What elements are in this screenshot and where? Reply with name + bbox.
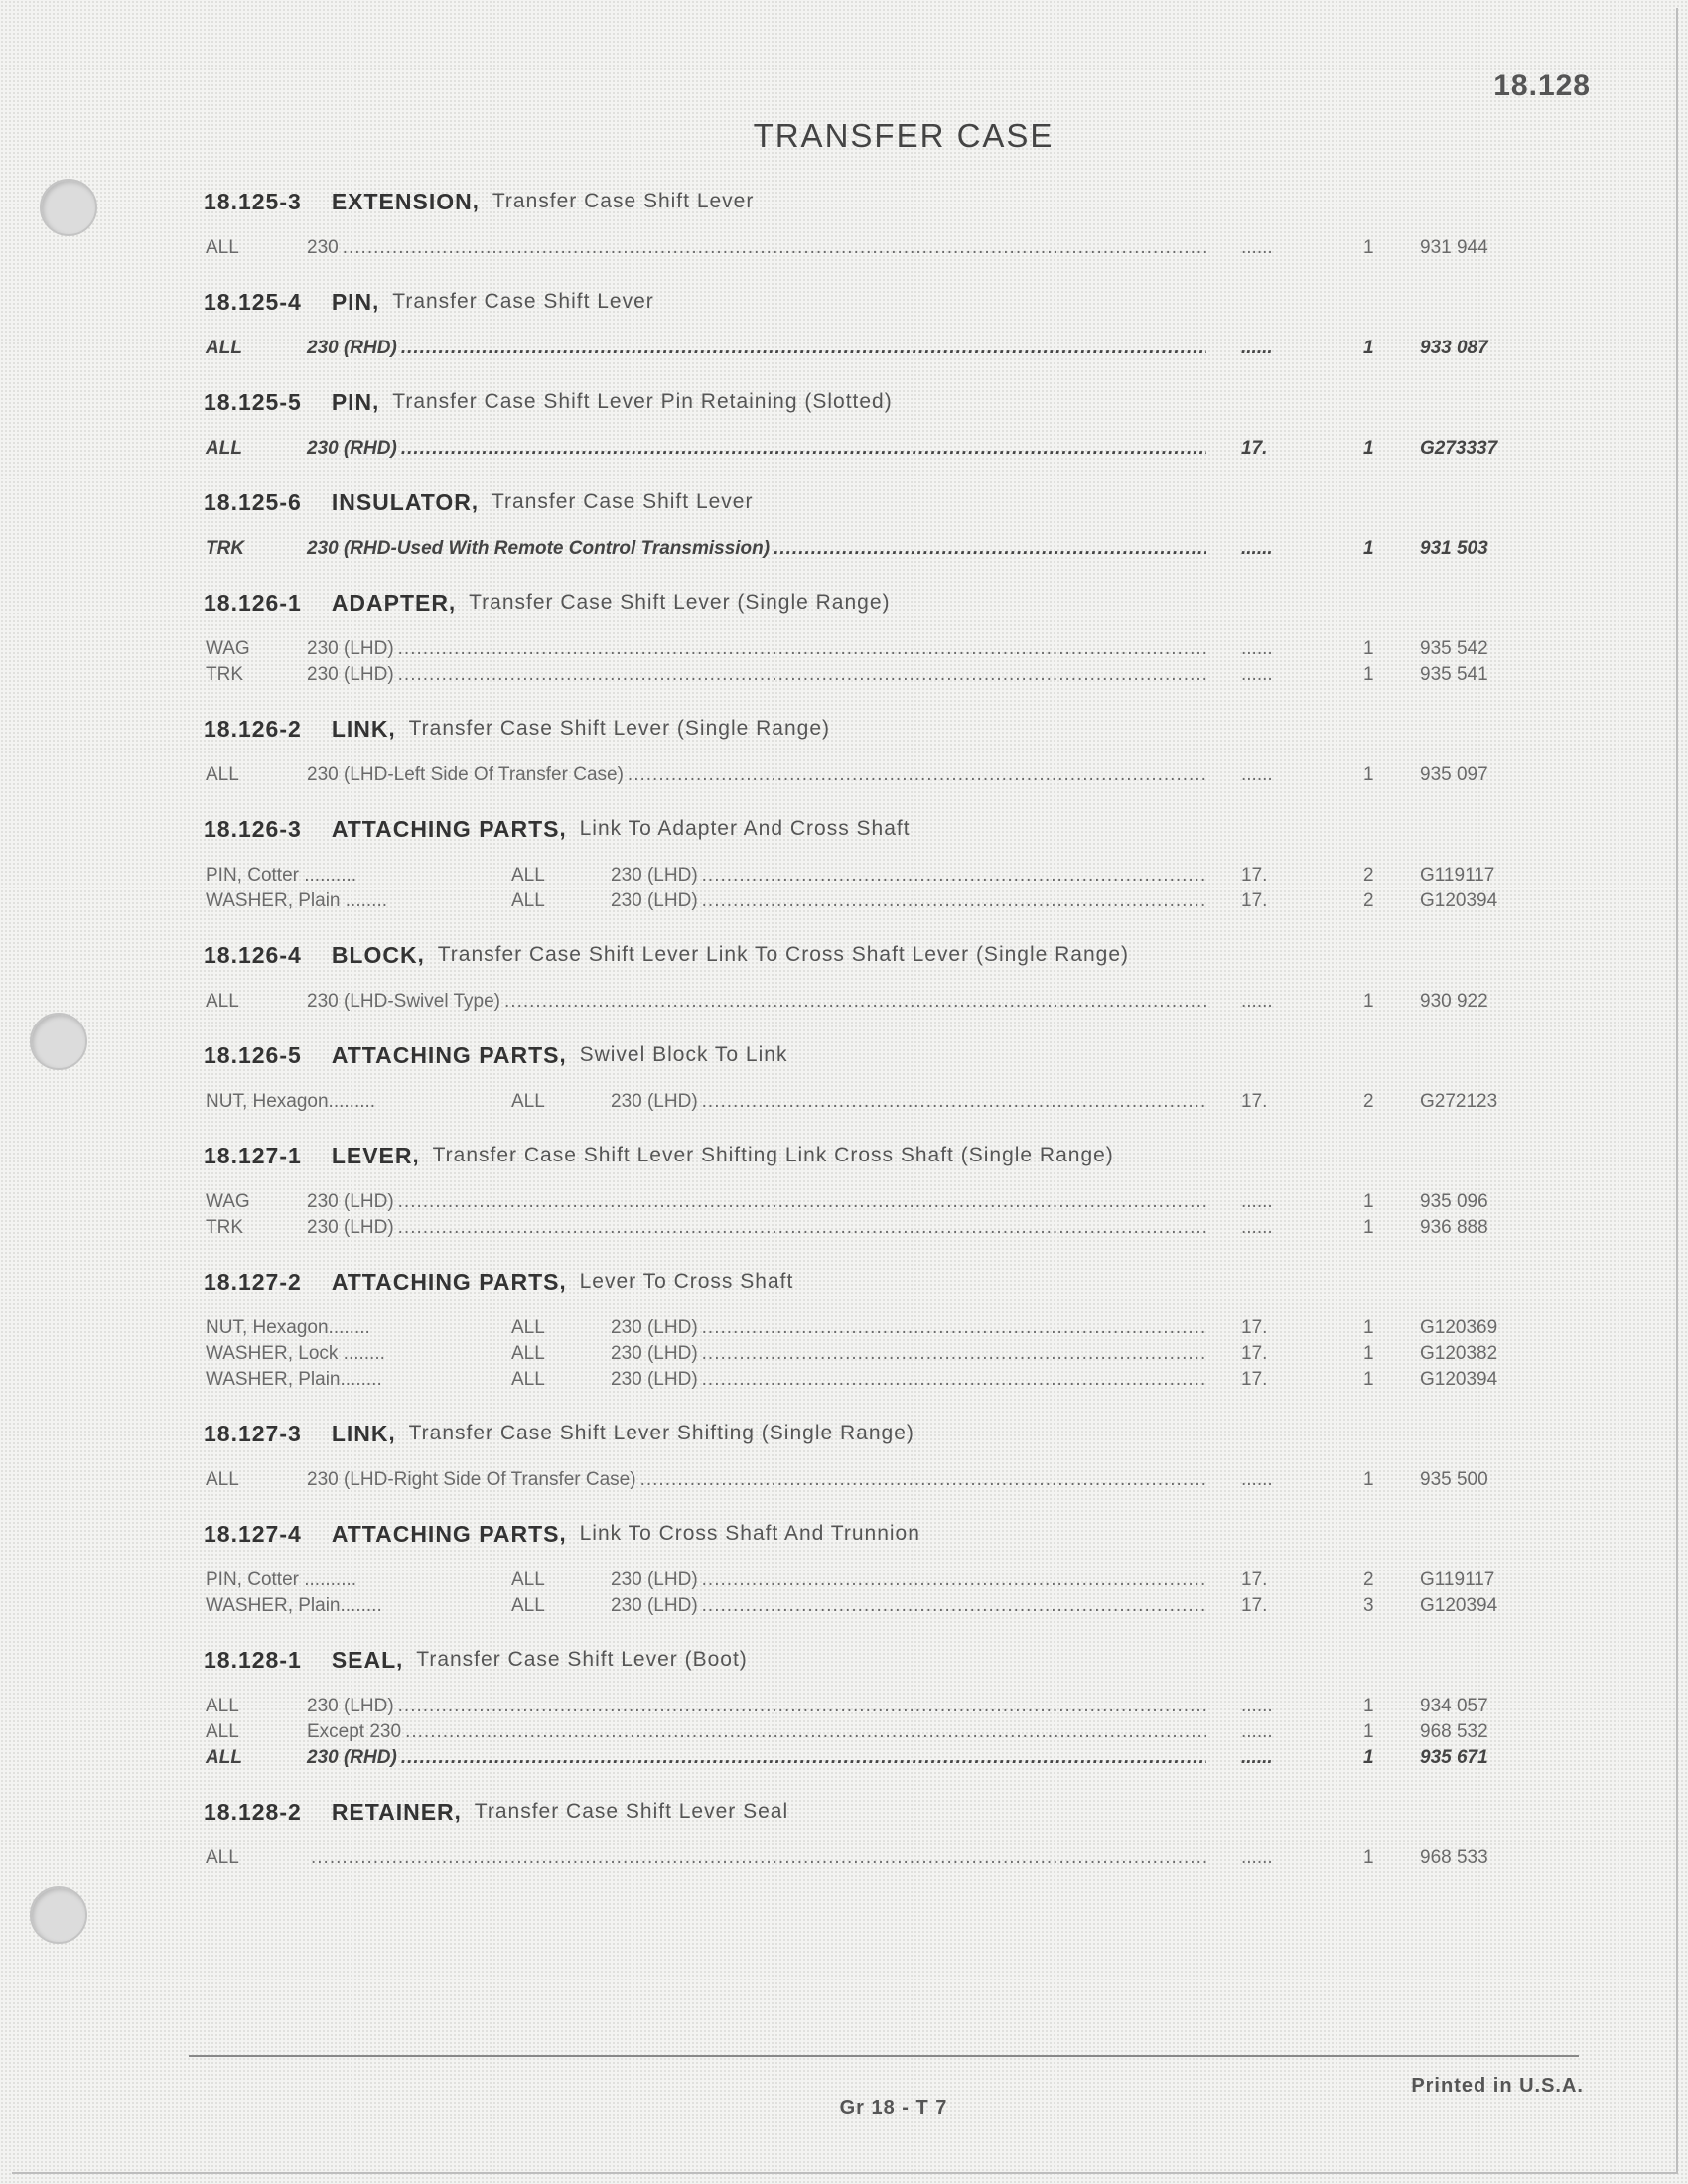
heading-comma: ,: [388, 716, 395, 741]
part-description: Transfer Case Shift Lever (Single Range): [469, 591, 891, 614]
section-number: 18.127-1: [204, 1142, 302, 1168]
page-number: 18.128: [1493, 69, 1591, 102]
section-heading: [204, 378, 1524, 426]
model-application: 230 (LHD): [307, 1217, 394, 1238]
dot-leader: [702, 888, 1206, 914]
binder-hole: [30, 1886, 87, 1944]
part-name: PIN: [331, 388, 373, 415]
parts-list: [204, 177, 1524, 1887]
dot-leader: [640, 1467, 1206, 1493]
part-number: 935 096: [1420, 1191, 1488, 1212]
application-rows: [204, 1179, 1524, 1257]
part-number: 935 097: [1420, 764, 1488, 785]
heading-comma: ,: [396, 1647, 403, 1672]
application-rows: [204, 1836, 1524, 1887]
quantity: 1: [1363, 1721, 1374, 1742]
part-number: G273337: [1420, 438, 1498, 459]
heading-comma: ,: [412, 1143, 419, 1167]
attaching-part-name: WASHER, Plain........: [206, 1369, 382, 1390]
application-rows: [204, 526, 1524, 578]
table-row: [204, 1694, 1524, 1719]
heading-comma: ,: [388, 1421, 395, 1445]
quantity: 1: [1363, 1847, 1374, 1868]
model-application: 230 (RHD): [307, 1747, 397, 1768]
group-ref: ......: [1241, 237, 1273, 258]
group-ref: 17.: [1241, 438, 1268, 459]
quantity: 3: [1363, 1595, 1374, 1616]
part-name: ATTACHING PARTS: [331, 1520, 560, 1547]
heading-comma: ,: [472, 189, 479, 213]
part-name: INSULATOR: [331, 488, 472, 515]
section-heading: [204, 1510, 1524, 1558]
section-heading: [204, 278, 1524, 326]
group-ref: ......: [1241, 764, 1273, 785]
quantity: 1: [1363, 991, 1374, 1012]
part-number: G272123: [1420, 1091, 1498, 1112]
quantity: 2: [1363, 890, 1374, 911]
section-heading: [204, 579, 1524, 626]
parts-section: [204, 705, 1524, 804]
heading-comma: ,: [559, 816, 566, 841]
quantity: 1: [1363, 1343, 1374, 1364]
attaching-part-name: PIN, Cotter ..........: [206, 1570, 357, 1590]
quantity: 1: [1363, 1217, 1374, 1238]
table-row: [204, 436, 1524, 462]
table-row: [204, 1189, 1524, 1215]
part-number: G120382: [1420, 1343, 1498, 1364]
part-number: G120394: [1420, 1369, 1498, 1390]
part-name: SEAL: [331, 1646, 397, 1673]
part-number: 934 057: [1420, 1696, 1488, 1716]
attaching-part-name: WASHER, Plain ........: [206, 890, 388, 911]
part-number: 935 671: [1420, 1747, 1488, 1768]
model-application: 230 (LHD-Left Side Of Transfer Case): [307, 764, 624, 785]
part-description: Link To Adapter And Cross Shaft: [579, 817, 911, 840]
application-rows: [204, 1684, 1524, 1787]
part-description: Lever To Cross Shaft: [579, 1270, 794, 1293]
part-number: 931 944: [1420, 237, 1488, 258]
quantity: 1: [1363, 1696, 1374, 1716]
model-application: 230: [307, 237, 339, 258]
table-row: [204, 863, 1524, 888]
body-code: ALL: [206, 1469, 239, 1490]
dot-leader: [702, 1593, 1206, 1619]
body-code: ALL: [206, 764, 239, 785]
dot-leader: [774, 536, 1206, 562]
part-number: 935 542: [1420, 638, 1488, 659]
table-row: [204, 1315, 1524, 1341]
part-number: G120394: [1420, 890, 1498, 911]
parts-section: [204, 478, 1524, 578]
group-ref: 17.: [1241, 865, 1268, 886]
section-number: 18.126-3: [204, 815, 302, 842]
model-application: 230 (RHD): [307, 438, 397, 459]
parts-section: [204, 1636, 1524, 1787]
quantity: 1: [1363, 338, 1374, 358]
part-name: RETAINER: [331, 1798, 455, 1825]
dot-leader: [343, 235, 1206, 261]
group-ref: ......: [1241, 991, 1273, 1012]
page-title: TRANSFER CASE: [753, 117, 1055, 154]
body-code: ALL: [511, 1595, 545, 1616]
table-row: [204, 636, 1524, 662]
parts-section: [204, 1788, 1524, 1887]
quantity: 1: [1363, 1369, 1374, 1390]
heading-comma: ,: [454, 1799, 461, 1824]
part-name: LINK: [331, 715, 389, 742]
parts-section: [204, 1258, 1524, 1409]
group-reference: Gr 18 - T 7: [839, 2097, 948, 2118]
group-ref: ......: [1241, 1217, 1273, 1238]
section-number: 18.126-4: [204, 941, 302, 968]
part-name: ADAPTER: [331, 589, 449, 615]
part-description: Transfer Case Shift Lever (Boot): [416, 1648, 748, 1671]
printed-in-usa: Printed in U.S.A.: [1411, 2075, 1584, 2097]
dot-leader: [504, 989, 1206, 1015]
section-heading: [204, 805, 1524, 853]
application-rows: [204, 225, 1524, 277]
heading-comma: ,: [559, 1269, 566, 1294]
quantity: 1: [1363, 438, 1374, 459]
attaching-part-name: NUT, Hexagon........: [206, 1317, 370, 1338]
part-description: Transfer Case Shift Lever Shifting (Single Range): [408, 1422, 914, 1444]
section-number: 18.128-2: [204, 1798, 302, 1825]
part-number: 968 533: [1420, 1847, 1488, 1868]
application-rows: [204, 1558, 1524, 1635]
group-ref: ......: [1241, 638, 1273, 659]
part-number: 933 087: [1420, 338, 1488, 358]
body-code: ALL: [206, 1747, 242, 1768]
heading-comma: ,: [471, 489, 478, 514]
model-application: 230 (LHD): [611, 890, 698, 911]
part-description: Transfer Case Shift Lever: [491, 490, 754, 513]
body-code: ALL: [511, 1091, 545, 1112]
section-number: 18.127-4: [204, 1520, 302, 1547]
table-row: [204, 989, 1524, 1015]
model-application: 230 (LHD): [611, 1570, 698, 1590]
body-code: ALL: [511, 1570, 545, 1590]
application-rows: [204, 853, 1524, 930]
quantity: 1: [1363, 664, 1374, 685]
model-application: 230 (LHD-Swivel Type): [307, 991, 501, 1012]
section-number: 18.125-5: [204, 388, 302, 415]
dot-leader: [702, 1568, 1206, 1593]
part-number: 931 503: [1420, 538, 1488, 559]
quantity: 2: [1363, 1091, 1374, 1112]
part-name: PIN: [331, 288, 373, 315]
body-code: ALL: [206, 338, 242, 358]
table-row: [204, 762, 1524, 788]
part-name: ATTACHING PARTS: [331, 1268, 560, 1295]
table-row: [204, 1467, 1524, 1493]
group-ref: 17.: [1241, 1343, 1268, 1364]
parts-section: [204, 1132, 1524, 1257]
binder-hole: [40, 179, 97, 236]
body-code: WAG: [206, 1191, 250, 1212]
quantity: 1: [1363, 764, 1374, 785]
section-heading: [204, 705, 1524, 752]
group-ref: 17.: [1241, 1317, 1268, 1338]
parts-section: [204, 1410, 1524, 1509]
part-name: ATTACHING PARTS: [331, 815, 560, 842]
model-application: 230 (LHD): [307, 1191, 394, 1212]
part-number: G119117: [1420, 865, 1495, 886]
section-number: 18.125-6: [204, 488, 302, 515]
part-name: BLOCK: [331, 941, 418, 968]
section-number: 18.125-4: [204, 288, 302, 315]
parts-section: [204, 931, 1524, 1030]
part-description: Transfer Case Shift Lever Shifting Link Cross Shaft (Single Range): [432, 1144, 1114, 1166]
heading-comma: ,: [372, 289, 379, 314]
dot-leader: [702, 1367, 1206, 1393]
model-application: 230 (RHD): [307, 338, 397, 358]
dot-leader: [628, 762, 1206, 788]
part-description: Transfer Case Shift Lever (Single Range): [408, 717, 831, 740]
table-row: [204, 1367, 1524, 1393]
part-number: G120369: [1420, 1317, 1498, 1338]
section-heading: [204, 1031, 1524, 1079]
body-code: TRK: [206, 538, 245, 559]
section-number: 18.126-1: [204, 589, 302, 615]
body-code: ALL: [511, 1343, 545, 1364]
section-heading: [204, 1636, 1524, 1684]
section-heading: [204, 1258, 1524, 1305]
part-description: Transfer Case Shift Lever: [392, 290, 654, 313]
body-code: ALL: [206, 991, 239, 1012]
section-heading: [204, 1132, 1524, 1179]
part-name: LINK: [331, 1420, 389, 1446]
application-rows: [204, 326, 1524, 377]
group-ref: 17.: [1241, 1595, 1268, 1616]
model-application: 230 (LHD): [611, 1317, 698, 1338]
quantity: 1: [1363, 1317, 1374, 1338]
dot-leader: [311, 1845, 1206, 1871]
table-row: [204, 1745, 1524, 1771]
model-application: 230 (LHD): [307, 638, 394, 659]
dot-leader: [401, 1745, 1206, 1771]
body-code: ALL: [206, 237, 239, 258]
part-name: EXTENSION: [331, 188, 473, 214]
quantity: 1: [1363, 538, 1374, 559]
table-row: [204, 1593, 1524, 1619]
attaching-part-name: NUT, Hexagon.........: [206, 1091, 376, 1112]
model-application: 230 (LHD): [307, 1696, 394, 1716]
parts-section: [204, 805, 1524, 930]
parts-section: [204, 579, 1524, 704]
part-description: Transfer Case Shift Lever Seal: [474, 1800, 789, 1823]
section-heading: [204, 931, 1524, 979]
part-number: G120394: [1420, 1595, 1498, 1616]
group-ref: 17.: [1241, 1369, 1268, 1390]
group-ref: ......: [1241, 1847, 1273, 1868]
dot-leader: [398, 1215, 1206, 1241]
section-number: 18.126-2: [204, 715, 302, 742]
quantity: 1: [1363, 237, 1374, 258]
dot-leader: [702, 1089, 1206, 1115]
body-code: TRK: [206, 1217, 243, 1238]
footer-rule: [189, 2055, 1579, 2057]
body-code: ALL: [511, 890, 545, 911]
section-heading: [204, 178, 1524, 225]
body-code: ALL: [511, 1317, 545, 1338]
section-heading: [204, 1788, 1524, 1836]
attaching-part-name: PIN, Cotter ..........: [206, 865, 357, 886]
section-number: 18.127-3: [204, 1420, 302, 1446]
heading-comma: ,: [448, 590, 456, 614]
parts-section: [204, 1031, 1524, 1131]
table-row: [204, 1341, 1524, 1367]
quantity: 2: [1363, 1570, 1374, 1590]
body-code: ALL: [206, 1721, 239, 1742]
group-ref: ......: [1241, 1721, 1273, 1742]
binder-hole: [30, 1013, 87, 1070]
section-number: 18.128-1: [204, 1646, 302, 1673]
heading-comma: ,: [372, 389, 379, 414]
heading-comma: ,: [417, 942, 424, 967]
dot-leader: [405, 1719, 1206, 1745]
table-row: [204, 1568, 1524, 1593]
body-code: ALL: [206, 1696, 239, 1716]
model-application: 230 (LHD): [611, 1091, 698, 1112]
body-code: TRK: [206, 664, 243, 685]
dot-leader: [398, 636, 1206, 662]
quantity: 1: [1363, 1469, 1374, 1490]
body-code: ALL: [511, 865, 545, 886]
parts-section: [204, 178, 1524, 277]
dot-leader: [398, 1189, 1206, 1215]
dot-leader: [398, 1694, 1206, 1719]
application-rows: [204, 1305, 1524, 1409]
table-row: [204, 235, 1524, 261]
section-number: 18.125-3: [204, 188, 302, 214]
table-row: [204, 662, 1524, 688]
application-rows: [204, 426, 1524, 478]
part-number: G119117: [1420, 1570, 1495, 1590]
group-ref: ......: [1241, 1191, 1273, 1212]
parts-section: [204, 278, 1524, 377]
table-row: [204, 1719, 1524, 1745]
table-row: [204, 336, 1524, 361]
group-ref: ......: [1241, 538, 1273, 559]
body-code: ALL: [206, 438, 242, 459]
part-description: Transfer Case Shift Lever Link To Cross Shaft Lever (Single Range): [437, 943, 1130, 966]
group-ref: 17.: [1241, 1570, 1268, 1590]
attaching-part-name: WASHER, Lock ........: [206, 1343, 385, 1364]
group-ref: ......: [1241, 338, 1273, 358]
dot-leader: [398, 662, 1206, 688]
application-rows: [204, 979, 1524, 1030]
part-description: Transfer Case Shift Lever Pin Retaining (Slotted): [392, 390, 893, 413]
heading-comma: ,: [559, 1042, 566, 1067]
section-heading: [204, 1410, 1524, 1457]
section-number: 18.127-2: [204, 1268, 302, 1295]
application-rows: [204, 1457, 1524, 1509]
model-application: 230 (LHD-Right Side Of Transfer Case): [307, 1469, 636, 1490]
model-application: 230 (LHD): [611, 865, 698, 886]
parts-section: [204, 378, 1524, 478]
application-rows: [204, 626, 1524, 704]
group-ref: ......: [1241, 1469, 1273, 1490]
section-number: 18.126-5: [204, 1041, 302, 1068]
group-ref: 17.: [1241, 1091, 1268, 1112]
application-rows: [204, 1079, 1524, 1131]
dot-leader: [702, 1341, 1206, 1367]
quantity: 2: [1363, 865, 1374, 886]
model-application: 230 (LHD): [611, 1595, 698, 1616]
group-ref: ......: [1241, 1696, 1273, 1716]
part-number: 935 541: [1420, 664, 1488, 685]
group-ref: 17.: [1241, 890, 1268, 911]
part-description: Transfer Case Shift Lever: [492, 190, 755, 212]
part-description: Swivel Block To Link: [579, 1043, 788, 1066]
dot-leader: [401, 336, 1206, 361]
part-number: 930 922: [1420, 991, 1488, 1012]
dot-leader: [702, 1315, 1206, 1341]
table-row: [204, 1845, 1524, 1871]
heading-comma: ,: [559, 1521, 566, 1546]
model-application: Except 230: [307, 1721, 402, 1742]
section-heading: [204, 478, 1524, 526]
parts-section: [204, 1510, 1524, 1635]
model-application: 230 (LHD): [611, 1343, 698, 1364]
body-code: ALL: [206, 1847, 239, 1868]
part-name: LEVER: [331, 1142, 413, 1168]
model-application: 230 (RHD-Used With Remote Control Transmission): [307, 538, 771, 559]
table-row: [204, 1215, 1524, 1241]
table-row: [204, 1089, 1524, 1115]
quantity: 1: [1363, 1191, 1374, 1212]
part-number: 936 888: [1420, 1217, 1488, 1238]
part-name: ATTACHING PARTS: [331, 1041, 560, 1068]
table-row: [204, 888, 1524, 914]
model-application: 230 (LHD): [611, 1369, 698, 1390]
group-ref: ......: [1241, 1747, 1273, 1768]
body-code: ALL: [511, 1369, 545, 1390]
part-number: 968 532: [1420, 1721, 1488, 1742]
part-number: 935 500: [1420, 1469, 1488, 1490]
dot-leader: [401, 436, 1206, 462]
quantity: 1: [1363, 1747, 1374, 1768]
dot-leader: [702, 863, 1206, 888]
attaching-part-name: WASHER, Plain........: [206, 1595, 382, 1616]
body-code: WAG: [206, 638, 250, 659]
application-rows: [204, 752, 1524, 804]
quantity: 1: [1363, 638, 1374, 659]
table-row: [204, 536, 1524, 562]
model-application: 230 (LHD): [307, 664, 394, 685]
part-description: Link To Cross Shaft And Trunnion: [579, 1522, 920, 1545]
group-ref: ......: [1241, 664, 1273, 685]
